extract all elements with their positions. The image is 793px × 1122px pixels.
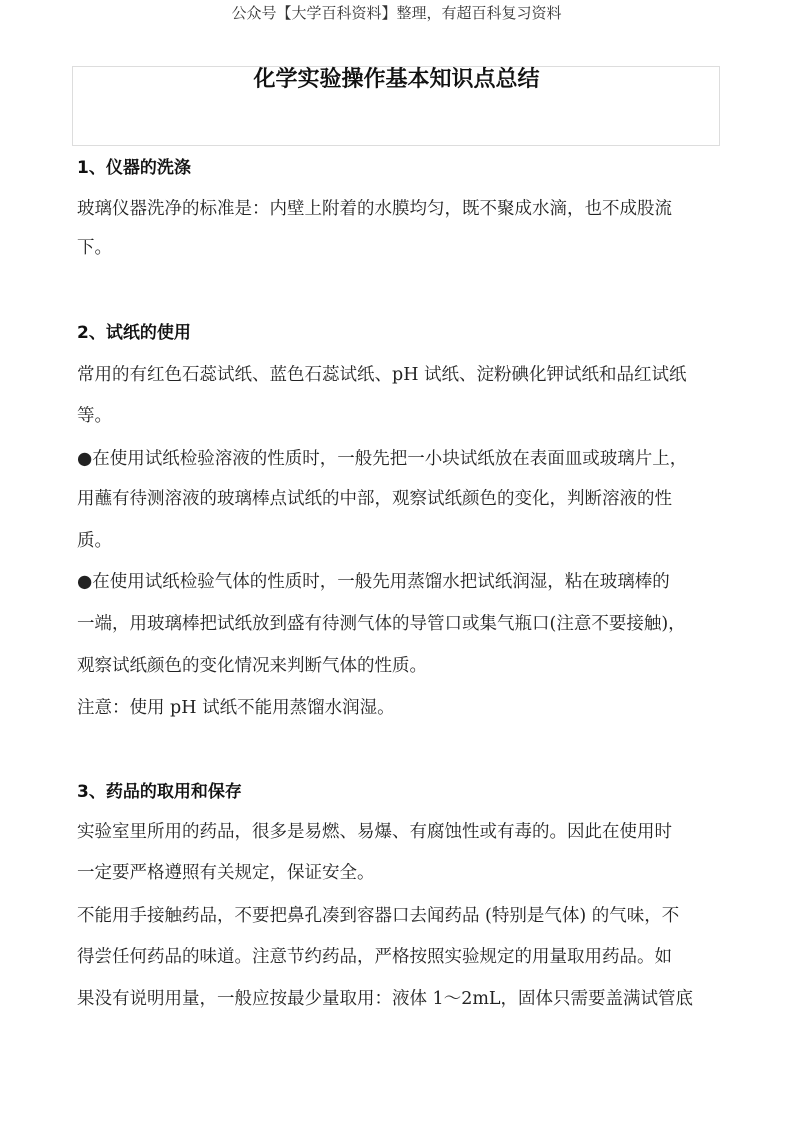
text-line: 玻璃仪器洗净的标准是：内壁上附着的水膜均匀，既不聚成水滴，也不成股流 [77, 199, 672, 219]
text-line: 观察试纸颜色的变化情况来判断气体的性质。 [77, 656, 427, 676]
text-line: ●在使用试纸检验溶液的性质时，一般先把一小块试纸放在表面皿或玻璃片上， [77, 449, 688, 469]
text-line: 得尝任何药品的味道。注意节约药品，严格按照实验规定的用量取用药品。如 [77, 947, 672, 967]
text-line: ●在使用试纸检验气体的性质时，一般先用蒸馏水把试纸润湿，粘在玻璃棒的 [77, 572, 670, 592]
text-line: 一定要严格遵照有关规定，保证安全。 [77, 863, 375, 883]
document-title: 化学实验操作基本知识点总结 [253, 67, 540, 92]
section-heading: 2、试纸的使用 [77, 323, 191, 343]
page-header: 公众号【大学百科资料】整理，有超百科复习资料 [231, 4, 562, 22]
text-line: 质。 [77, 531, 112, 551]
text-line: 下。 [77, 238, 112, 258]
text-line: 不能用手接触药品，不要把鼻孔凑到容器口去闻药品 (特别是气体) 的气味，不 [77, 906, 680, 926]
text-line: 用蘸有待测溶液的玻璃棒点试纸的中部，观察试纸颜色的变化，判断溶液的性 [77, 489, 672, 509]
text-line: 实验室里所用的药品，很多是易燃、易爆、有腐蚀性或有毒的。因此在使用时 [77, 822, 672, 842]
text-line: 等。 [77, 406, 112, 426]
text-line: 果没有说明用量，一般应按最少量取用：液体 1～2mL，固体只需要盖满试管底 [77, 989, 694, 1009]
text-line: 注意：使用 pH 试纸不能用蒸馏水润湿。 [77, 698, 395, 718]
text-line: 常用的有红色石蕊试纸、蓝色石蕊试纸、pH 试纸、淀粉碘化钾试纸和品红试纸 [77, 365, 687, 385]
section-heading: 1、仪器的洗涤 [77, 158, 191, 178]
section-heading: 3、药品的取用和保存 [77, 782, 242, 802]
text-line: 一端，用玻璃棒把试纸放到盛有待测气体的导管口或集气瓶口(注意不要接触)， [77, 614, 686, 634]
